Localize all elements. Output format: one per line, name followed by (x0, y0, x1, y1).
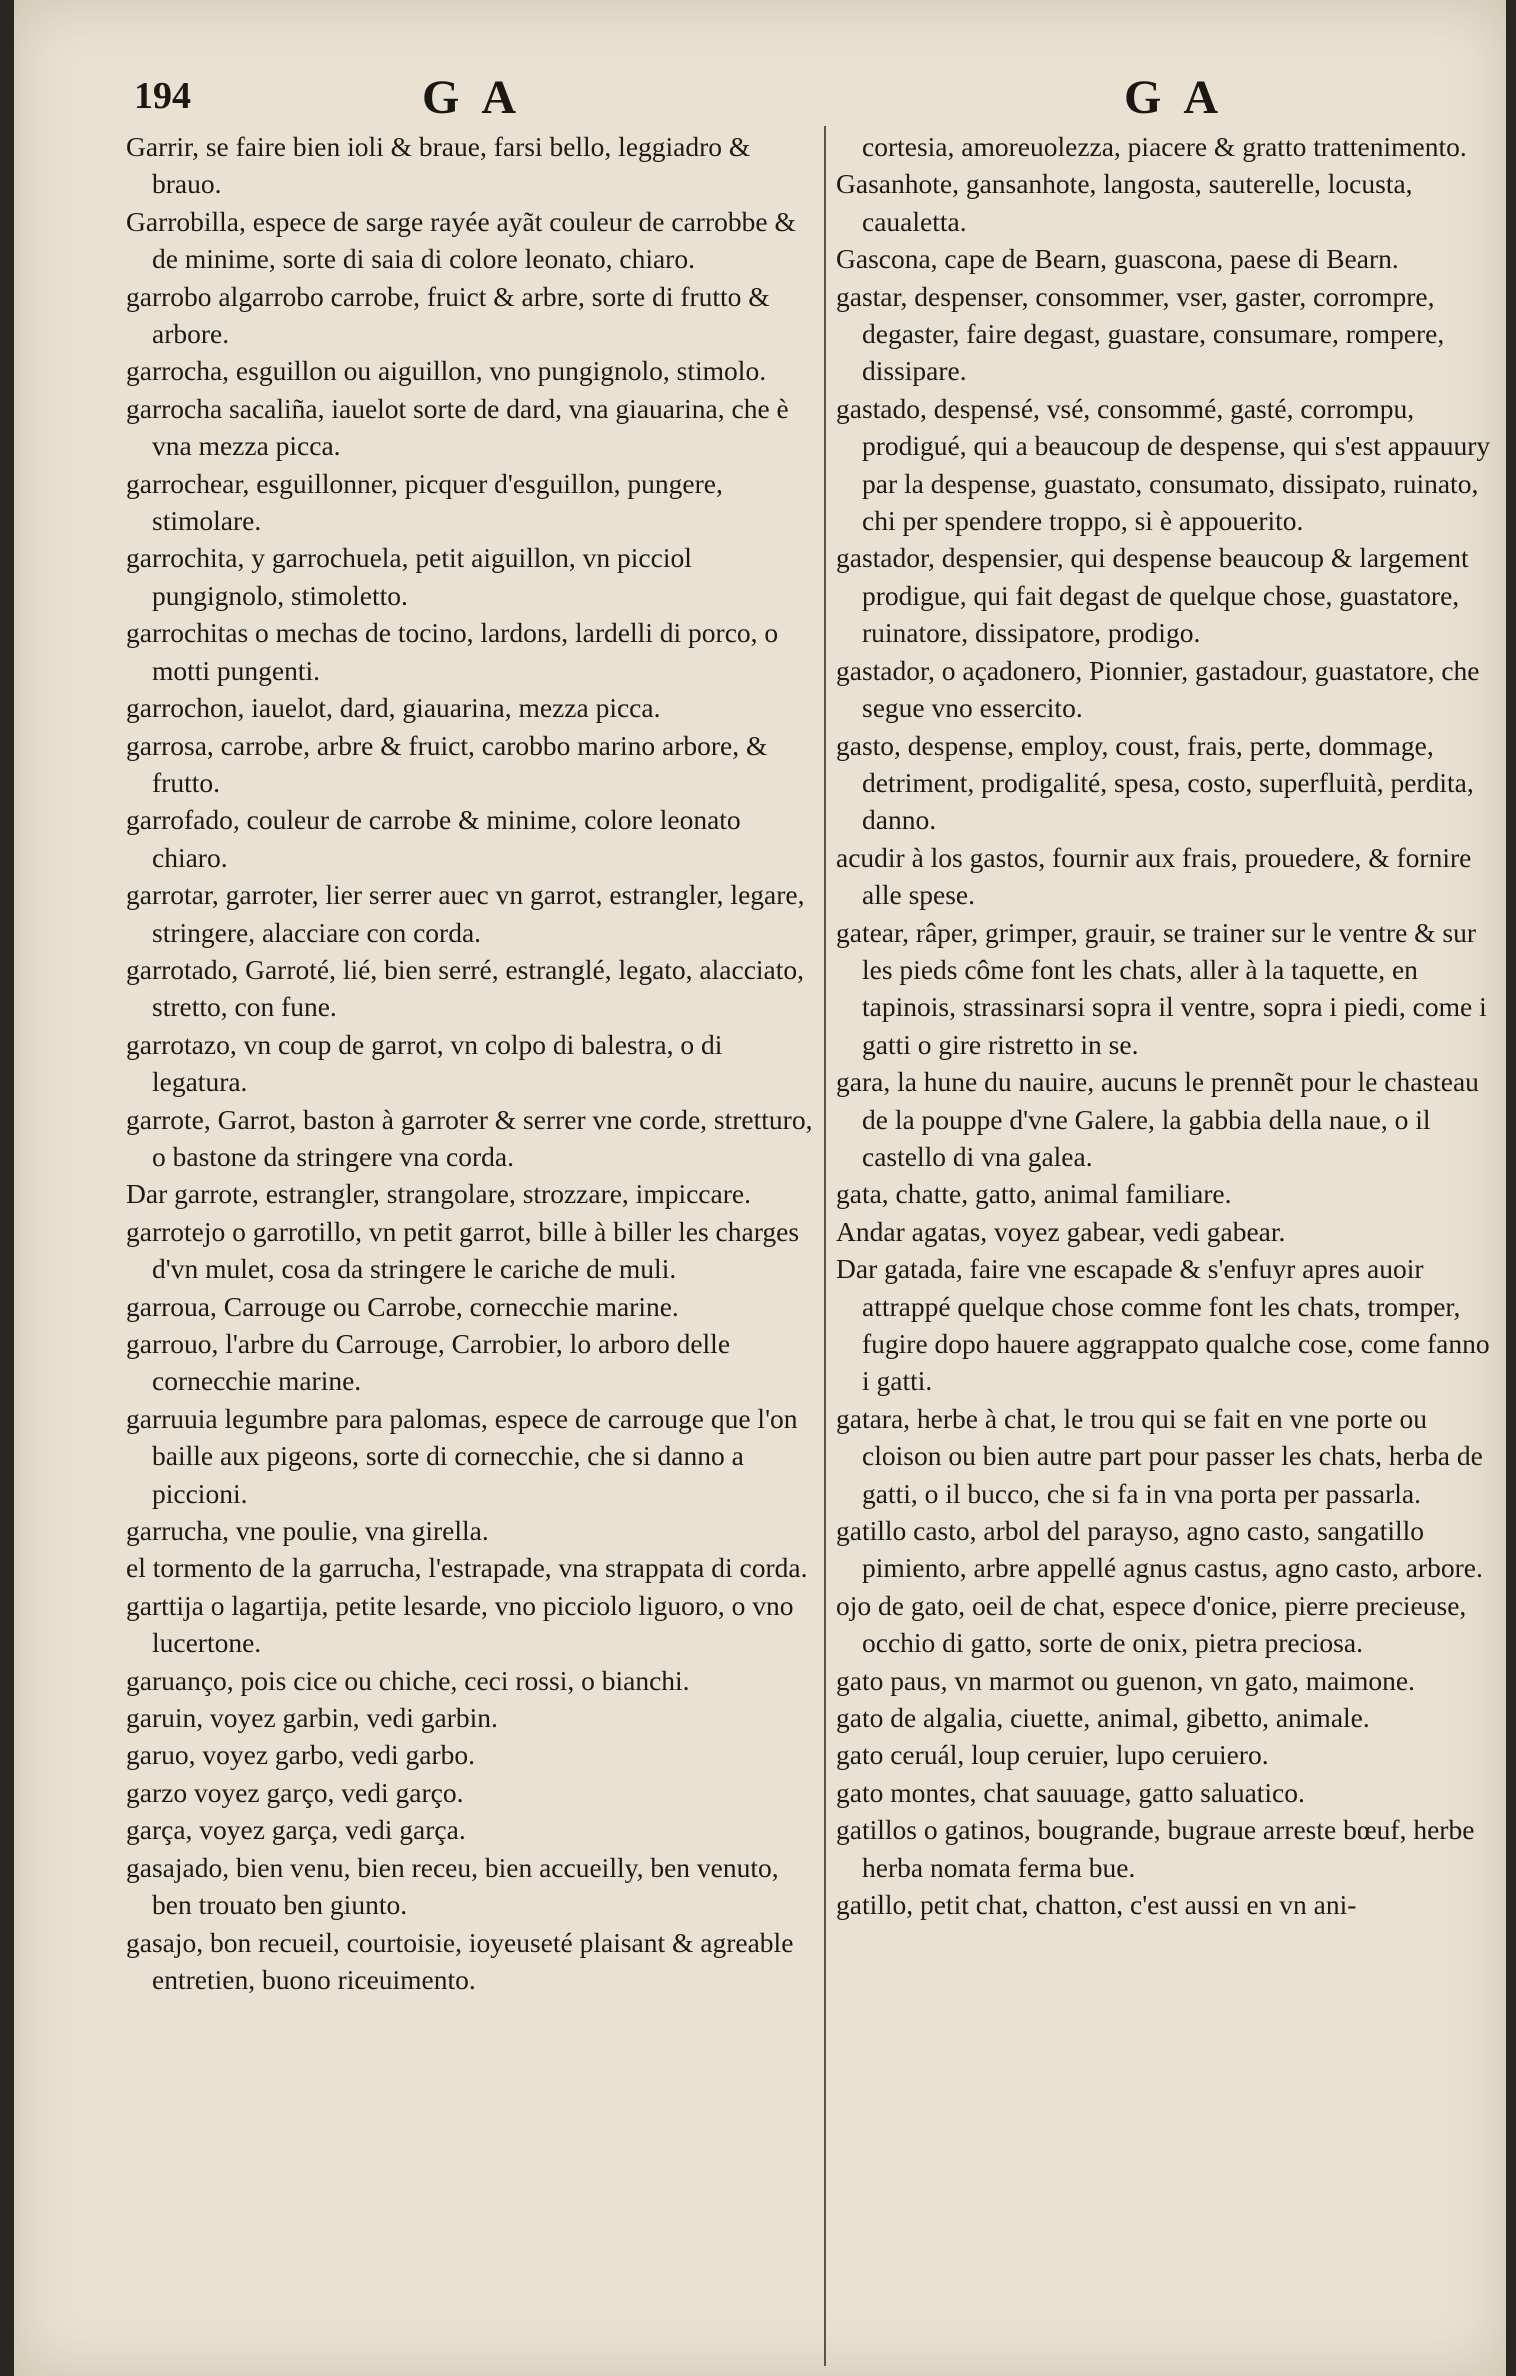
dictionary-entry: garruuia legumbre para palomas, espece de carrouge que l'on baille aux pigeons, sorte di cornecchie, che si danno a piccioni. (126, 1402, 798, 1509)
dictionary-entry: cortesia, amoreuolezza, piacere & gratto trattenimento. (862, 131, 1467, 162)
dictionary-entry: gato ceruál, loup ceruier, lupo ceruiero. (836, 1739, 1269, 1771)
dictionary-entry: Dar garrote, estrangler, strangolare, strozzare, impiccare. (126, 1178, 751, 1210)
column-divider (824, 126, 826, 2366)
dictionary-entry: garzo voyez garço, vedi garço. (126, 1776, 464, 1808)
dictionary-entry: garrotado, Garroté, lié, bien serré, estranglé, legato, alacciato, stretto, con fune. (126, 953, 805, 1023)
dictionary-entry: Dar gatada, faire vne escapade & s'enfuyr apres auoir attrappé quelque chose comme font les chats, tromper, fugire dopo hauere aggrappato qualche cose, come fanno i gatti. (836, 1253, 1490, 1397)
dictionary-entry: gatara, herbe à chat, le trou qui se fait en vne porte ou cloison ou bien autre part pour passer les chats, herba de gatti, o il bucco, che si fa in vna porta per passarla. (836, 1402, 1483, 1509)
dictionary-entry: garrotar, garroter, lier serrer auec vn garrot, estrangler, legare, stringere, alacciare con corda. (126, 879, 805, 948)
dictionary-entry: gatear, râper, grimper, grauir, se trainer sur le ventre & sur les pieds côme font les chats, aller à la taquette, en tapinois, strassinarsi sopra il ventre, sopra i piedi, come i gatti o gire ristretto in se. (836, 916, 1487, 1060)
dictionary-entry: garrote, Garrot, baston à garroter & serrer vne corde, stretturo, o bastone da stringere vna corda. (126, 1103, 813, 1172)
dictionary-entry: garrotejo o garrotillo, vn petit garrot, bille à biller les charges d'vn mulet, cosa da stringere le cariche de muli. (126, 1215, 800, 1285)
dictionary-entry: Andar agatas, voyez gabear, vedi gabear. (836, 1215, 1286, 1247)
dictionary-entry: gatillo, petit chat, chatton, c'est aussi en vn ani- (836, 1889, 1357, 1921)
dictionary-entry: gato de algalia, ciuette, animal, gibetto, animale. (836, 1702, 1370, 1734)
page-header (14, 70, 1506, 130)
dictionary-entry: gato paus, vn marmot ou guenon, vn gato, maimone. (836, 1664, 1415, 1696)
dictionary-entry: gatillos o gatinos, bougrande, bugraue arreste bœuf, herbe herba nomata ferma bue. (836, 1814, 1475, 1883)
dictionary-entry: gasajo, bon recueil, courtoisie, ioyeuseté plaisant & agreable entretien, buono riceuimento. (126, 1926, 794, 1995)
dictionary-entry: el tormento de la garrucha, l'estrapade, vna strappata di corda. (126, 1552, 808, 1584)
dictionary-entry: gara, la hune du nauire, aucuns le prennẽt pour le chasteau de la pouppe d'vne Galere, la gabbia della naue, o il castello di vna galea. (836, 1066, 1479, 1172)
dictionary-entry: garuanço, pois cice ou chiche, ceci rossi, o bianchi. (126, 1664, 690, 1696)
left-guide-word: GA (422, 71, 538, 124)
dictionary-entry: gastador, despensier, qui despense beaucoup & largement prodigue, qui fait degast de quelque chose, guastatore, ruinatore, dissipatore, prodigo. (836, 542, 1469, 649)
dictionary-entry: Gascona, cape de Bearn, guascona, paese di Bearn. (836, 243, 1399, 275)
dictionary-entry: garrochita, y garrochuela, petit aiguillon, vn picciol pungignolo, stimoletto. (126, 542, 692, 611)
dictionary-entry: garrocha sacaliña, iauelot sorte de dard, vna giauarina, che è vna mezza picca. (126, 392, 789, 462)
dictionary-entry: garrofado, couleur de carrobe & minime, colore leonato chiaro. (126, 804, 741, 873)
dictionary-entry: garroua, Carrouge ou Carrobe, cornecchie marine. (126, 1290, 679, 1322)
dictionary-entry: gasto, despense, employ, coust, frais, perte, dommage, detriment, prodigalité, spesa, costo, superfluità, perdita, danno. (836, 729, 1474, 836)
dictionary-entry: garrochear, esguillonner, picquer d'esguillon, pungere, stimolare. (126, 467, 723, 537)
right-column (836, 128, 1494, 1924)
dictionary-entry: acudir à los gastos, fournir aux frais, prouedere, & fornire alle spese. (836, 841, 1472, 911)
left-column (126, 128, 816, 1998)
dictionary-entry: Garrobilla, espece de sarge rayée ayãt couleur de carrobbe & de minime, sorte di saia di colore leonato, chiaro. (126, 205, 796, 275)
dictionary-entry: garrobo algarrobo carrobe, fruict & arbre, sorte di frutto & arbore. (126, 280, 770, 350)
page-number: 194 (134, 75, 191, 117)
dictionary-entry: garrochitas o mechas de tocino, lardons, lardelli di porco, o motti pungenti. (126, 617, 779, 686)
dictionary-entry: gata, chatte, gatto, animal familiare. (836, 1178, 1232, 1210)
dictionary-entry: garrocha, esguillon ou aiguillon, vno pungignolo, stimolo. (126, 355, 767, 387)
dictionary-entry: gastar, despenser, consommer, vser, gaster, corrompre, degaster, faire degast, guastare, consumare, rompere, dissipare. (836, 280, 1445, 387)
dictionary-entry: garça, voyez garça, vedi garça. (126, 1814, 466, 1846)
dictionary-entry: garttija o lagartija, petite lesarde, vno picciolo liguoro, o vno lucertone. (126, 1589, 794, 1659)
dictionary-entry: gatillo casto, arbol del parayso, agno casto, sangatillo pimiento, arbre appellé agnus castus, agno casto, arbore. (836, 1515, 1483, 1584)
dictionary-entry: garuo, voyez garbo, vedi garbo. (126, 1739, 475, 1771)
dictionary-entry: Garrir, se faire bien ioli & braue, farsi bello, leggiadro & brauo. (126, 131, 751, 200)
dictionary-entry: gastado, despensé, vsé, consommé, gasté, corrompu, prodigué, qui a beaucoup de despense, qui s'est appauury par la despense, guastato, consumato, dissipato, ruinato, chi per spendere troppo, si è appouerito. (836, 392, 1491, 537)
dictionary-entry: garuin, voyez garbin, vedi garbin. (126, 1702, 498, 1734)
dictionary-page (14, 0, 1506, 2376)
dictionary-entry: gastador, o açadonero, Pionnier, gastadour, guastatore, che segue vno essercito. (836, 654, 1480, 724)
dictionary-entry: Gasanhote, gansanhote, langosta, sauterelle, locusta, caualetta. (836, 168, 1413, 237)
dictionary-entry: garrouo, l'arbre du Carrouge, Carrobier, lo arboro delle cornecchie marine. (126, 1328, 731, 1397)
dictionary-entry: garrotazo, vn coup de garrot, vn colpo di balestra, o di legatura. (126, 1028, 723, 1098)
dictionary-entry: garrosa, carrobe, arbre & fruict, carobbo marino arbore, & frutto. (126, 729, 768, 798)
dictionary-entry: garrochon, iauelot, dard, giauarina, mezza picca. (126, 692, 661, 724)
right-guide-word: GA (1124, 71, 1240, 124)
dictionary-entry: gato montes, chat sauuage, gatto saluatico. (836, 1776, 1305, 1808)
dictionary-entry: garrucha, vne poulie, vna girella. (126, 1515, 489, 1547)
dictionary-entry: gasajado, bien venu, bien receu, bien accueilly, ben venuto, ben trouato ben giunto. (126, 1851, 779, 1921)
dictionary-entry: ojo de gato, oeil de chat, espece d'onice, pierre precieuse, occhio di gatto, sorte de onix, pietra preciosa. (836, 1589, 1467, 1659)
